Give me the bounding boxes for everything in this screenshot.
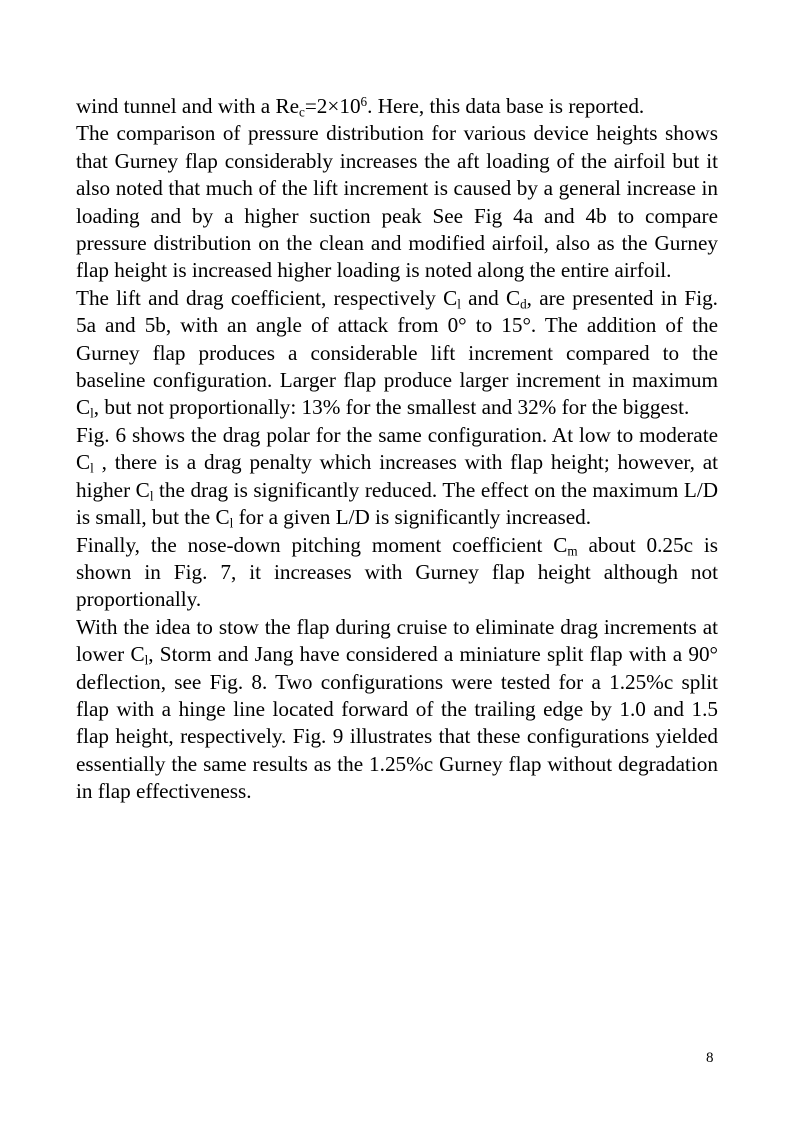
text-span: , but not proportionally: 13% for the smallest and 32% for the biggest. (93, 395, 690, 420)
text-span: for a given L/D is significantly increased. (233, 505, 591, 530)
text-span: , Storm and Jang have considered a miniature split flap with a 90° deflection, see Fig. 8. Two configurations were tested for a 1.25%c split flap with a hinge line located forward of the trailing edge by 1.0 and 1.5 flap height, respectively. Fig. 9 illustrates that these configurations yielded essentially the same results as the 1.25%c Gurney flap without degradation in flap effectiveness. (76, 642, 719, 804)
paragraph-wind-tunnel (76, 93, 718, 120)
text-span: With the idea to stow the flap during cruise to eliminate drag increments at lower C (76, 614, 718, 667)
paragraph-pressure-distribution (76, 120, 718, 284)
subscript: l (229, 515, 234, 531)
text-span: The comparison of pressure distribution for various device heights shows that Gurney flap considerably increases the aft loading of the airfoil but it also noted that much of the lift increment is caused by a general increase in loading and by a higher suction peak See Fig 4a and 4b to compare pressure distribution on the clean and modified airfoil, also as the Gurney flap height is increased higher loading is noted along the entire airfoil. (76, 121, 718, 283)
page-number: 8 (706, 1050, 714, 1066)
paragraph-split-flap (76, 614, 718, 806)
body-text (76, 93, 718, 806)
paragraph-drag-polar (76, 422, 718, 532)
text-span: , there is a drag penalty which increases with flap height; however, at higher C (76, 450, 718, 502)
subscript: m (567, 543, 578, 559)
text-span: the drag is significantly reduced. The effect on the maximum L/D is small, but the C (76, 477, 719, 530)
text-span: =2×10 (304, 94, 361, 118)
subscript: l (149, 488, 154, 504)
text-span: Fig. 6 shows the drag polar for the same configuration. At low to moderate C (76, 422, 718, 475)
subscript: l (90, 406, 94, 422)
subscript: l (457, 296, 461, 312)
subscript: l (90, 460, 94, 476)
subscript: l (144, 652, 149, 668)
paragraph-lift-drag (76, 285, 718, 422)
text-span: Finally, the nose-down pitching moment coefficient C (76, 532, 568, 557)
text-span: The lift and drag coefficient, respectively C (76, 285, 458, 310)
text-span: and C (460, 285, 521, 310)
paragraph-pitching-moment (76, 532, 718, 614)
text-span: about 0.25c is shown in Fig. 7, it increases with Gurney flap height although not proportionally. (76, 532, 719, 612)
superscript: 6 (360, 93, 368, 109)
subscript: d (520, 296, 527, 312)
text-span: , are presented in Fig. 5a and 5b, with an angle of attack from 0° to 15°. The addition of the Gurney flap produces a considerable lift increment compared to the baseline configuration. Larger flap produce larger increment in maximum C (76, 285, 718, 420)
text-span: wind tunnel and with a Re (76, 94, 300, 118)
subscript: c (299, 104, 305, 120)
text-span: . Here, this data base is reported. (367, 94, 645, 118)
